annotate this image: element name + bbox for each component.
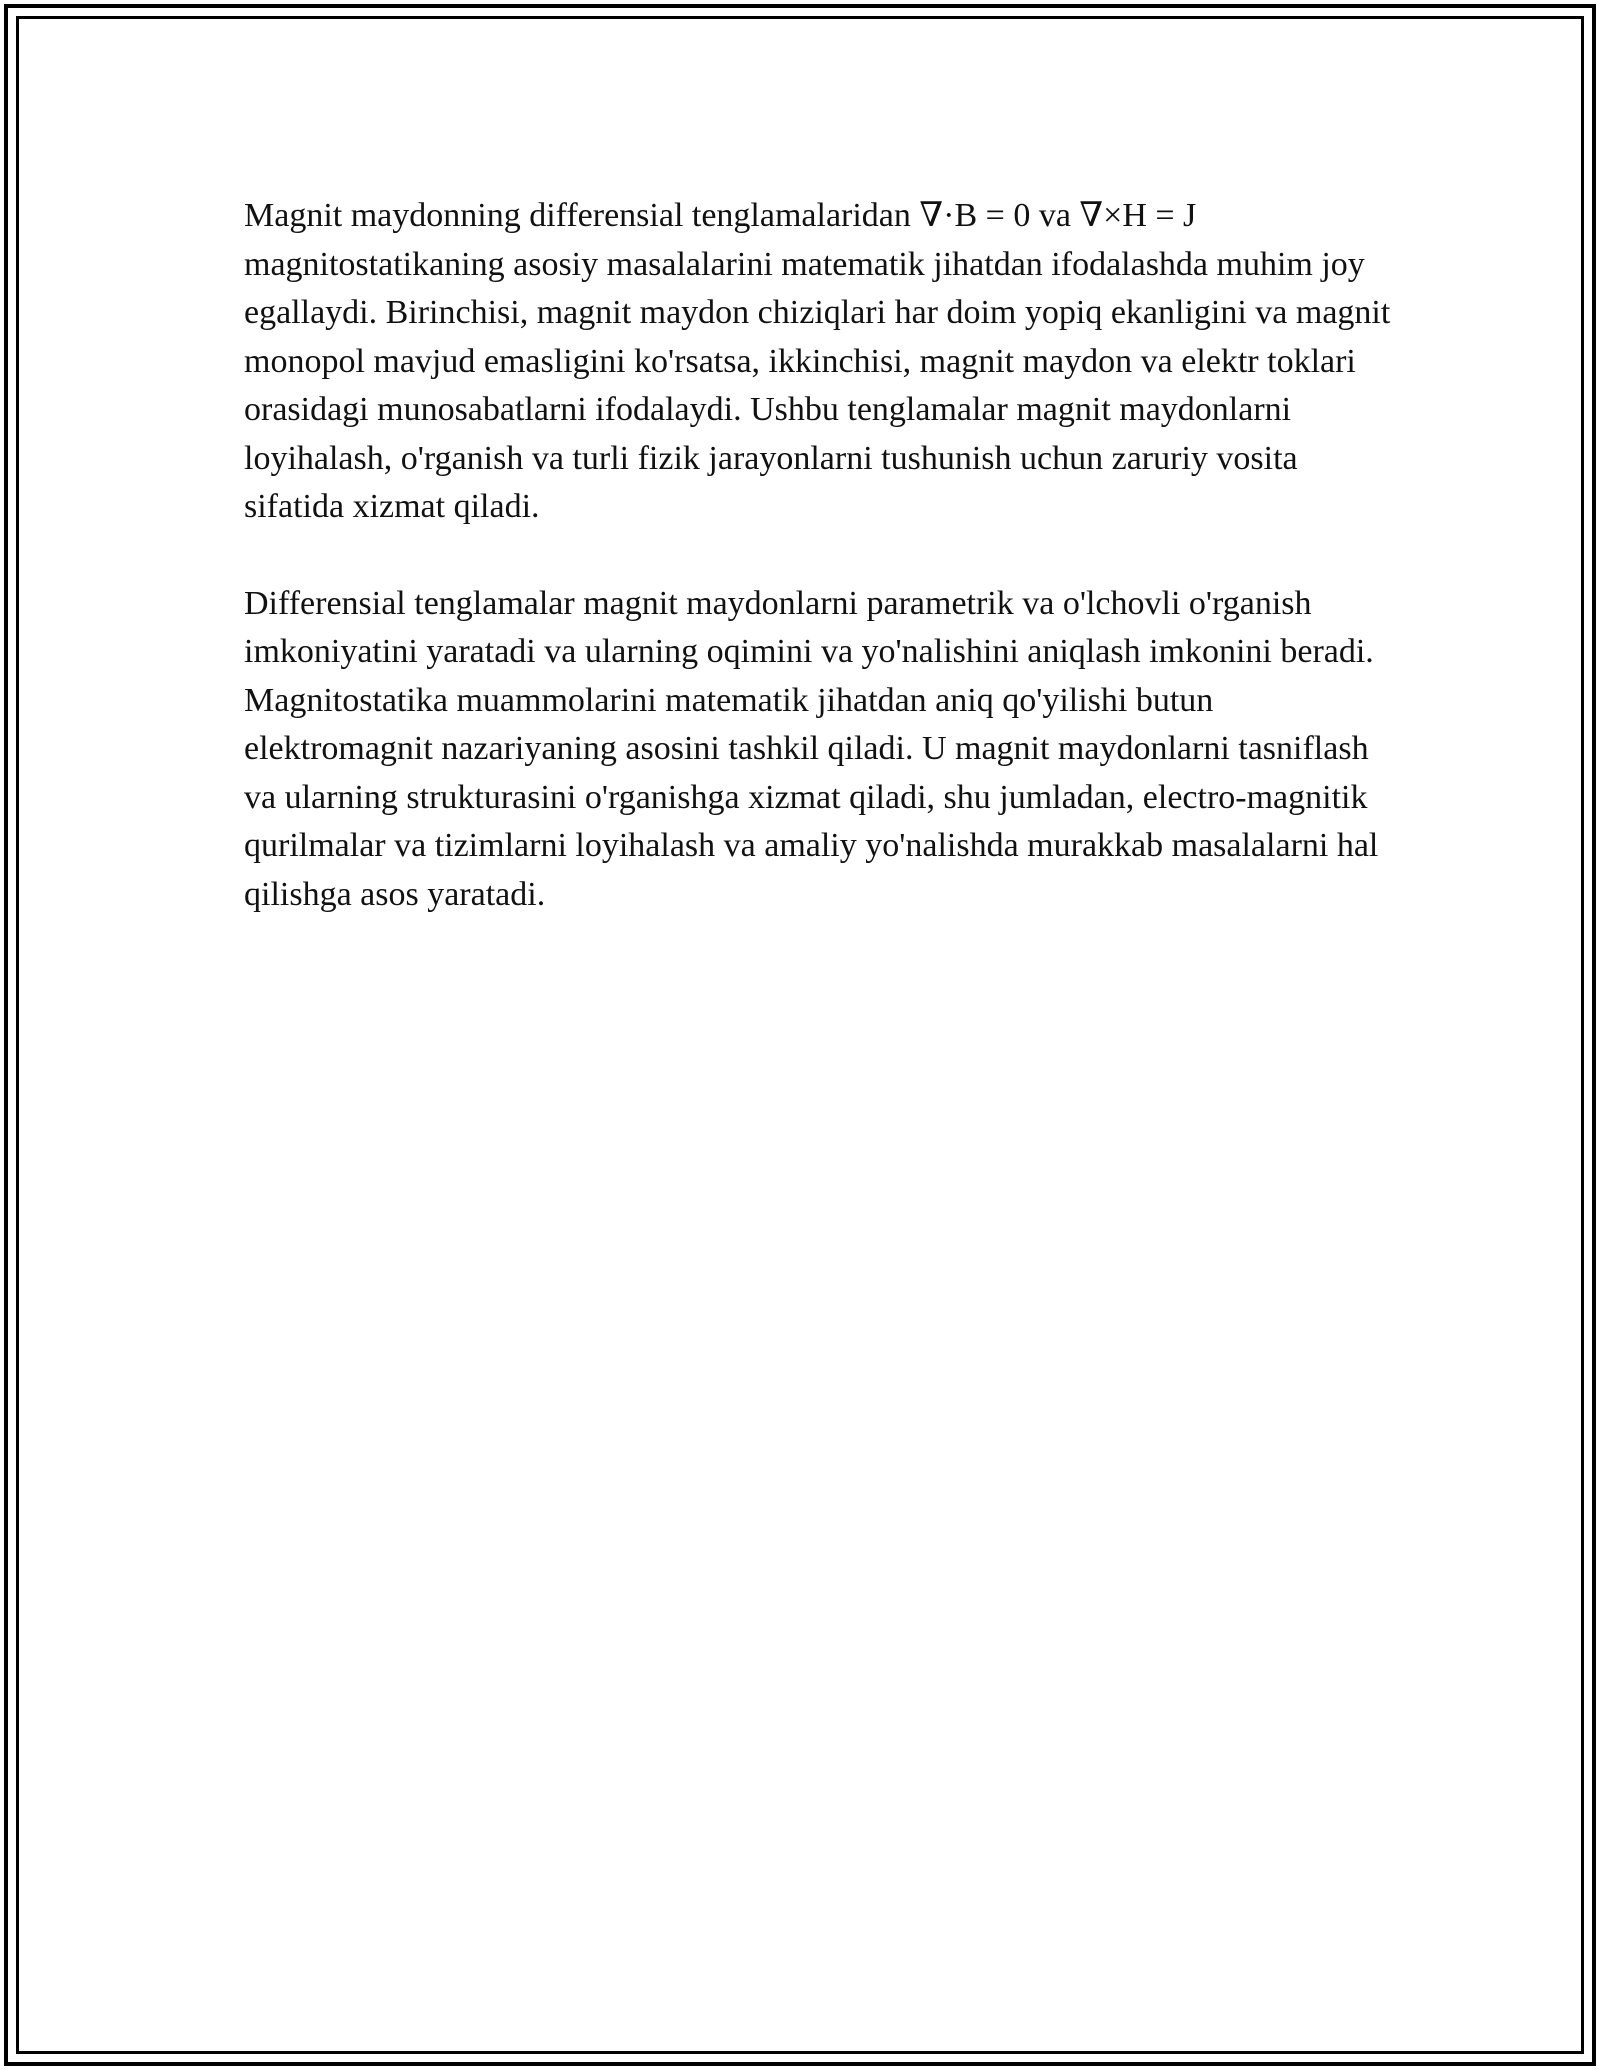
- paragraph-2: Differensial tenglamalar magnit maydonlarni parametrik va o'lchovli o'rganish imkoniyatini yaratadi va ularning oqimini va yo'nalishini aniqlash imkonini beradi. Magnitostatika muammolarini matematik jihatdan aniq qo'yilishi butun elektromagnit nazariyaning asosini tashkil qiladi. U magnit maydonlarni tasniflash va ularning strukturasini o'rganishga xizmat qiladi, shu jumladan, electro-magnitik qurilmalar va tizimlarni loyihalash va amaliy yo'nalishda murakkab masalalarni hal qilishga asos yaratadi.: [244, 584, 1379, 913]
- page-outer-border: [4, 4, 1596, 2066]
- paragraph-1: Magnit maydonning differensial tenglamalaridan ∇·B = 0 va ∇×H = J magnitostatikaning asosiy masalalarini matematik jihatdan ifodalashda muhim joy egallaydi. Birinchisi, magnit maydon chiziqlari har doim yopiq ekanligini va magnit monopol mavjud emasligini ko'rsatsa, ikkinchisi, magnit maydon va elektr toklari orasidagi munosabatlarni ifodalaydi. Ushbu tenglamalar magnit maydonlarni loyihalash, o'rganish va turli fizik jarayonlarni tushunish uchun zaruriy vosita sifatida xizmat qiladi.: [244, 197, 1391, 525]
- document-body: [244, 192, 1394, 919]
